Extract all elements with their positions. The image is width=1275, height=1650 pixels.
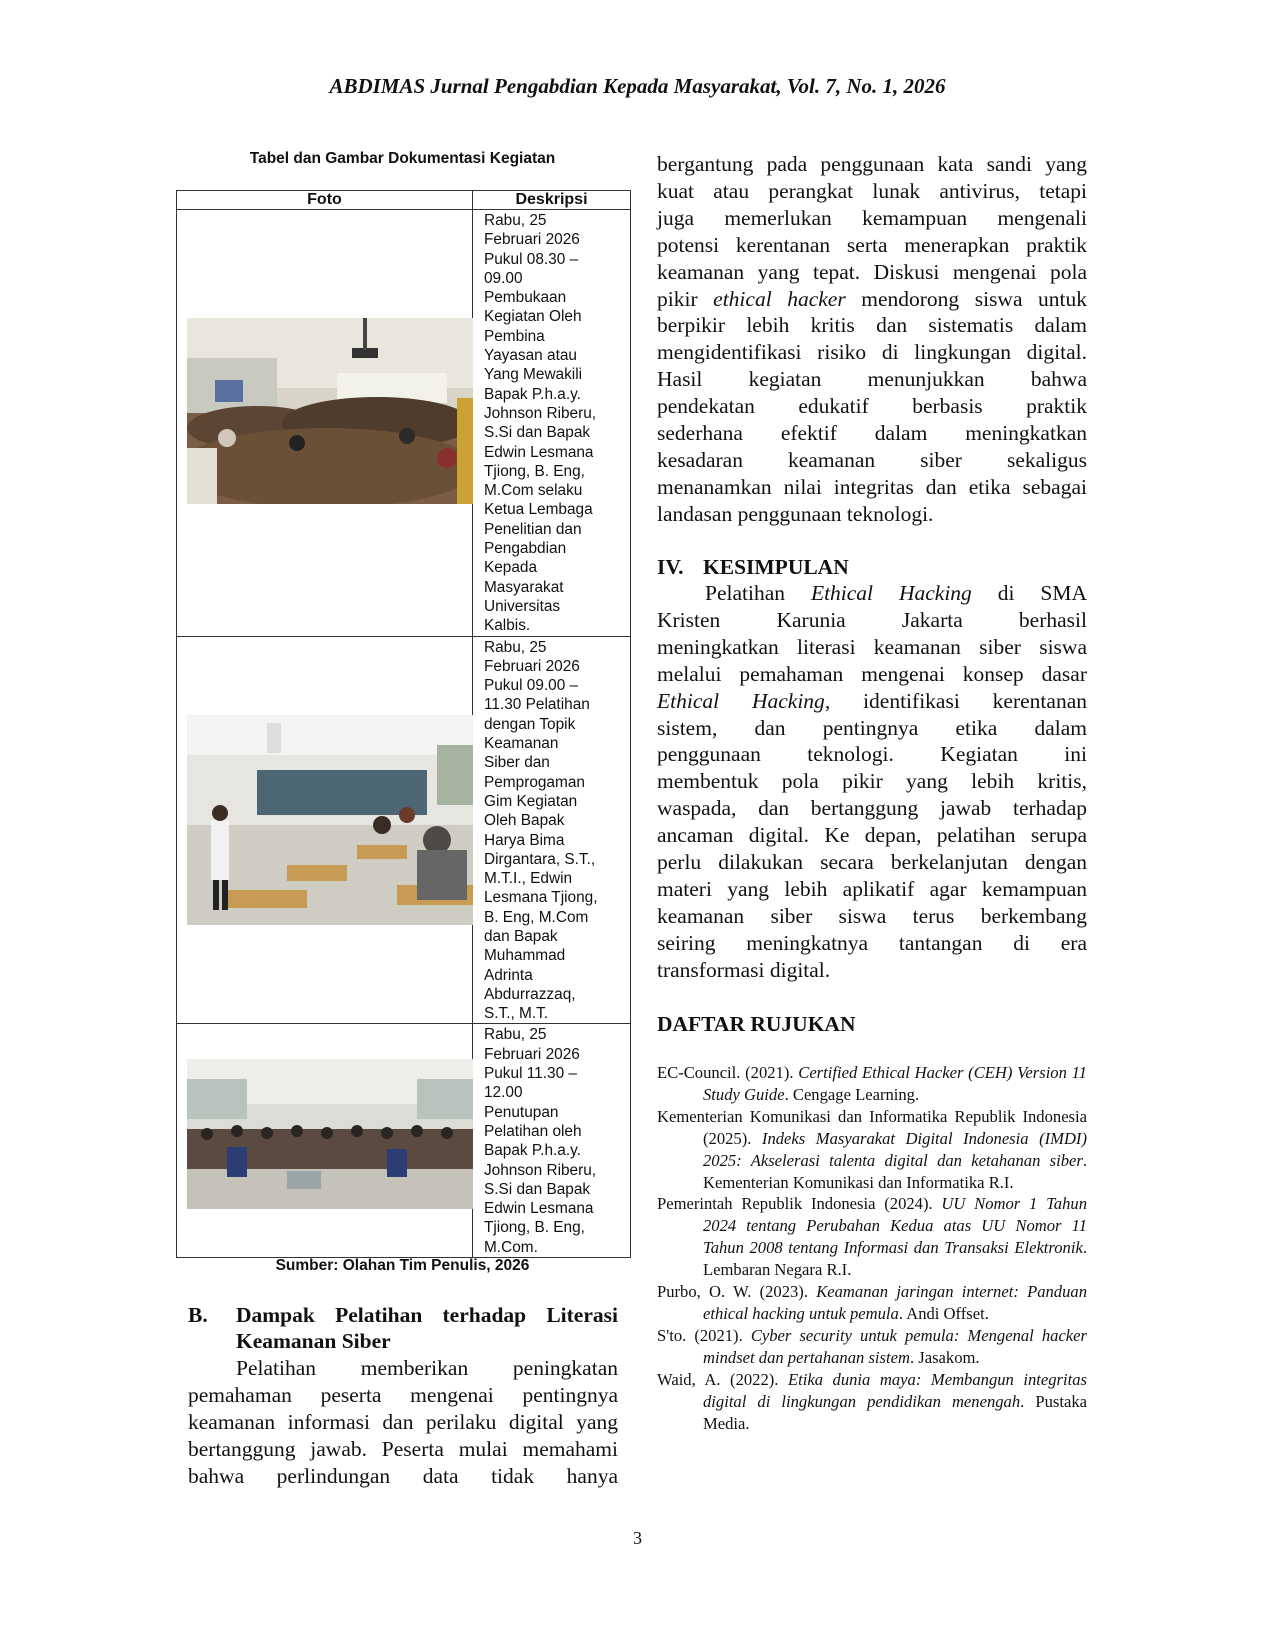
section-title: KESIMPULAN: [703, 555, 849, 579]
reference-item: Waid, A. (2022). Etika dunia maya: Membangun integritas digital di lingkungan pendidikan menengah. Pustaka Media.: [657, 1369, 1087, 1433]
description-cell: Rabu, 25 Februari 2026 Pukul 09.00 – 11.30 Pelatihan dengan Topik Keamanan Siber dan Pemprogaman Gim Kegiatan Oleh Bapak Harya Bima Dirgantara, S.T., M.T.I., Edwin Lesmana Tjiong, B. Eng, M.Com dan Bapak Muhammad Adrinta Abdurrazzaq, S.T., M.T.: [472, 636, 630, 1024]
table-source: Sumber: Olahan Tim Penulis, 2026: [275, 1257, 530, 1274]
text-line: bergantung pada penggunaan kata sandi yang: [657, 152, 1087, 176]
reference-item: Pemerintah Republik Indonesia (2024). UU Nomor 1 Tahun 2024 tentang Perubahan Kedua atas UU Nomor 11 Tahun 2008 tentang Informasi dan Transaksi Elektronik. Lembaran Negara R.I.: [657, 1194, 1087, 1280]
text-line: juga memerlukan kemampuan mengenali: [657, 205, 1087, 230]
reference-item: Purbo, O. W. (2023). Keamanan jaringan internet: Panduan ethical hacking untuk pemula. Andi Offset.: [657, 1282, 1087, 1323]
text-line: meningkatkan literasi keamanan siber siswa: [657, 634, 1087, 659]
column-header-foto: Foto: [177, 191, 473, 210]
text-line: kesadaran keamanan siber sekaligus: [657, 447, 1087, 472]
text-line: Hasil kegiatan menunjukkan bahwa: [657, 367, 1087, 392]
text-line: mengidentifikasi risiko di lingkungan digital.: [657, 340, 1087, 365]
reference-list: [657, 1062, 1087, 1434]
section-number: IV.: [657, 555, 684, 579]
text-line: kuat atau perangkat lunak antivirus, tetapi: [657, 178, 1087, 203]
text-line: ancaman digital. Ke depan, pelatihan serupa: [657, 823, 1087, 848]
text-line: bertanggung jawab. Peserta mulai memahami: [188, 1436, 618, 1461]
reference-item: EC-Council. (2021). Certified Ethical Hacker (CEH) Version 11 Study Guide. Cengage Learning.: [657, 1063, 1087, 1104]
section-heading: [188, 1302, 618, 1354]
text-line: transformasi digital.: [657, 957, 831, 982]
text-line: Pelatihan memberikan peningkatan: [236, 1356, 618, 1380]
section-title: Dampak Pelatihan terhadap Literasi Keamanan Siber: [236, 1303, 618, 1353]
text-line: perlu dilakukan secara berkelanjutan dengan: [657, 850, 1087, 875]
section-heading: [657, 555, 849, 580]
description-cell: Rabu, 25 Februari 2026 Pukul 11.30 – 12.00 Penutupan Pelatihan oleh Bapak P.h.a.y. Johnson Riberu, S.Si dan Bapak Edwin Lesmana Tjiong, B. Eng, M.Com.: [472, 1024, 630, 1258]
references-heading: DAFTAR RUJUKAN: [657, 1012, 856, 1036]
text-line: keamanan siber siswa terus berkembang: [657, 903, 1087, 928]
reference-item: S'to. (2021). Cyber security untuk pemula: Mengenal hacker mindset dan pertahanan sistem. Jasakom.: [657, 1325, 1087, 1367]
text-line: landasan penggunaan teknologi.: [657, 501, 934, 526]
reference-item: Kementerian Komunikasi dan Informatika Republik Indonesia (2025). Indeks Masyarakat Digital Indonesia (IMDI) 2025: Akselerasi talenta digital dan ketahanan siber. Kementerian Komunikasi dan Informatika R.I.: [657, 1106, 1087, 1192]
description-cell: Rabu, 25 Februari 2026 Pukul 08.30 – 09.00 Pembukaan Kegiatan Oleh Pembina Yayasan atau Yang Mewakili Bapak P.h.a.y. Johnson Riberu, S.Si dan Bapak Edwin Lesmana Tjiong, B. Eng, M.Com selaku Ketua Lembaga Penelitian dan Pengabdian Kepada Masyarakat Universitas Kalbis.: [472, 210, 630, 637]
text-line: pikir ethical hacker mendorong siswa untuk: [657, 286, 1087, 311]
text-line: bahwa perlindungan data tidak hanya: [188, 1463, 618, 1488]
text-line: keamanan informasi dan perilaku digital yang: [188, 1409, 618, 1434]
table-caption: Tabel dan Gambar Dokumentasi Kegiatan: [249, 150, 556, 167]
text-line: menanamkan nilai integritas dan etika sebagai: [657, 474, 1087, 499]
text-line: melalui pemahaman mengenai konsep dasar: [657, 661, 1087, 686]
table-row: [177, 210, 631, 637]
table-row: [177, 636, 631, 1024]
photo-cell: [177, 636, 473, 1024]
column-header-deskripsi: Deskripsi: [472, 191, 630, 210]
text-line: pendekatan edukatif berbasis praktik: [657, 394, 1087, 419]
running-header: ABDIMAS Jurnal Pengabdian Kepada Masyarakat, Vol. 7, No. 1, 2026: [329, 74, 946, 98]
text-line: berpikir lebih kritis dan sistematis dalam: [657, 313, 1087, 338]
body-paragraph: [657, 580, 1087, 984]
text-line: waspada, dan bertanggung jawab terhadap: [657, 796, 1087, 821]
text-line: membentuk pola pikir yang lebih kritis,: [657, 769, 1087, 794]
body-paragraph: [188, 1355, 618, 1490]
section-number: B.: [188, 1303, 208, 1327]
text-line: keamanan yang tepat. Diskusi mengenai pola: [657, 259, 1087, 284]
text-line: seiring meningkatnya tantangan di era: [657, 930, 1087, 955]
text-line: Pelatihan Ethical Hacking di SMA: [705, 581, 1087, 605]
text-line: penggunaan teknologi. Kegiatan ini: [657, 742, 1087, 767]
page-number: 3: [633, 1528, 642, 1548]
body-paragraph: [657, 151, 1087, 528]
closing-group-photo: [187, 1059, 473, 1209]
table-row: [177, 1024, 631, 1258]
text-line: materi yang lebih aplikatif agar kemampuan: [657, 876, 1087, 901]
training-classroom-photo: [187, 715, 473, 925]
text-line: sederhana efektif dalam meningkatkan: [657, 421, 1087, 446]
text-line: pemahaman peserta mengenai pentingnya: [188, 1382, 618, 1407]
photo-cell: [177, 210, 473, 637]
text-line: Ethical Hacking, identifikasi kerentanan: [657, 688, 1087, 713]
photo-cell: [177, 1024, 473, 1258]
opening-ceremony-photo: [187, 318, 473, 504]
text-line: potensi kerentanan serta menerapkan praktik: [657, 232, 1087, 257]
text-line: Kristen Karunia Jakarta berhasil: [657, 607, 1087, 632]
documentation-table: [176, 190, 631, 1258]
text-line: sistem, dan pentingnya etika dalam: [657, 715, 1087, 740]
